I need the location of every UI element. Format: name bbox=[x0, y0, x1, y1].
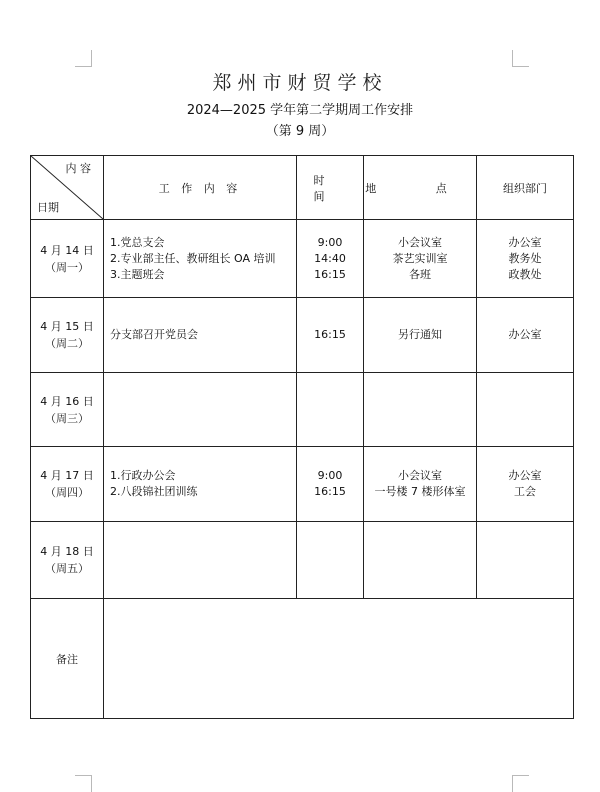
department-entry: 办公室 bbox=[508, 328, 542, 341]
department-cell bbox=[477, 220, 574, 298]
department-entry: 办公室 bbox=[508, 235, 542, 249]
schedule-row bbox=[31, 373, 574, 447]
schedule-row bbox=[31, 447, 574, 522]
work-item: 2.专业部主任、教研组长 OA 培训 bbox=[110, 251, 276, 265]
corner-header-cell bbox=[31, 156, 104, 220]
work-content-cell bbox=[104, 373, 297, 447]
header-row bbox=[31, 156, 574, 220]
corner-date-label: 日期 bbox=[37, 201, 59, 214]
header-department: 组织部门 bbox=[477, 156, 574, 220]
time-entry: 9:00 bbox=[317, 469, 343, 482]
date-text: 4 月 14 日 bbox=[40, 243, 94, 257]
place-cell bbox=[364, 522, 477, 599]
place-entry: 各班 bbox=[409, 267, 431, 281]
time-cell bbox=[297, 522, 364, 599]
work-content-cell bbox=[104, 298, 297, 373]
place-cell bbox=[364, 373, 477, 447]
header-time: 时 间 bbox=[297, 156, 364, 220]
document-title: 郑州市财贸学校 bbox=[212, 72, 388, 94]
department-entry: 工会 bbox=[514, 485, 536, 498]
date-text: 4 月 17 日 bbox=[40, 469, 94, 482]
time-entry: 16:15 bbox=[314, 485, 346, 498]
department-cell bbox=[477, 522, 574, 599]
time-entry: 9:00 bbox=[317, 235, 343, 249]
date-cell bbox=[31, 220, 104, 298]
work-content-cell bbox=[104, 447, 297, 522]
date-cell bbox=[31, 447, 104, 522]
time-entry: 16:15 bbox=[314, 328, 346, 341]
department-entry: 办公室 bbox=[508, 469, 542, 482]
work-content-cell bbox=[104, 220, 297, 298]
remarks-label: 备注 bbox=[31, 599, 104, 719]
time-cell bbox=[297, 447, 364, 522]
weekday-text: （周三） bbox=[45, 411, 89, 425]
time-entry: 16:15 bbox=[314, 267, 346, 281]
schedule-row bbox=[31, 298, 574, 373]
department-entry: 政教处 bbox=[508, 267, 542, 281]
department-cell bbox=[477, 298, 574, 373]
date-cell bbox=[31, 522, 104, 599]
work-item: 3.主题班会 bbox=[110, 267, 165, 281]
weekday-text: （周一） bbox=[45, 260, 89, 274]
weekday-text: （周五） bbox=[45, 562, 89, 575]
date-text: 4 月 15 日 bbox=[40, 320, 94, 333]
weekday-text: （周四） bbox=[45, 486, 89, 499]
time-cell bbox=[297, 298, 364, 373]
date-cell bbox=[31, 373, 104, 447]
work-item: 1.行政办公会 bbox=[110, 469, 176, 482]
place-entry: 小会议室 bbox=[398, 469, 442, 482]
time-cell bbox=[297, 373, 364, 447]
remarks-content bbox=[104, 599, 574, 719]
time-entry: 14:40 bbox=[314, 251, 346, 265]
remarks-row bbox=[31, 599, 574, 719]
date-text: 4 月 18 日 bbox=[40, 545, 94, 558]
place-cell bbox=[364, 220, 477, 298]
crop-mark-bottom-left bbox=[75, 775, 92, 792]
crop-mark-top-right bbox=[512, 50, 529, 67]
header-place: 地 点 bbox=[364, 156, 477, 220]
work-item: 分支部召开党员会 bbox=[110, 328, 198, 341]
department-cell bbox=[477, 447, 574, 522]
place-entry: 小会议室 bbox=[398, 235, 442, 249]
schedule-row bbox=[31, 522, 574, 599]
week-label: （第 9 周） bbox=[265, 124, 335, 139]
crop-mark-top-left bbox=[75, 50, 92, 67]
date-text: 4 月 16 日 bbox=[40, 394, 94, 408]
place-cell bbox=[364, 298, 477, 373]
place-cell bbox=[364, 447, 477, 522]
schedule-row bbox=[31, 220, 574, 298]
header-work-content: 工 作 内 容 bbox=[104, 156, 297, 220]
work-item: 1.党总支会 bbox=[110, 235, 165, 249]
place-entry: 茶艺实训室 bbox=[392, 251, 448, 265]
department-cell bbox=[477, 373, 574, 447]
crop-mark-bottom-right bbox=[512, 775, 529, 792]
corner-content-label: 内 容 bbox=[65, 162, 91, 175]
document-subtitle: 2024—2025 学年第二学期周工作安排 bbox=[186, 103, 414, 118]
time-cell bbox=[297, 220, 364, 298]
department-entry: 教务处 bbox=[508, 251, 542, 265]
work-item: 2.八段锦社团训练 bbox=[110, 485, 198, 498]
place-entry: 一号楼 7 楼形体室 bbox=[374, 485, 466, 498]
work-content-cell bbox=[104, 522, 297, 599]
weekday-text: （周二） bbox=[45, 337, 89, 350]
schedule-table bbox=[30, 155, 574, 719]
place-entry: 另行通知 bbox=[398, 328, 442, 341]
date-cell bbox=[31, 298, 104, 373]
